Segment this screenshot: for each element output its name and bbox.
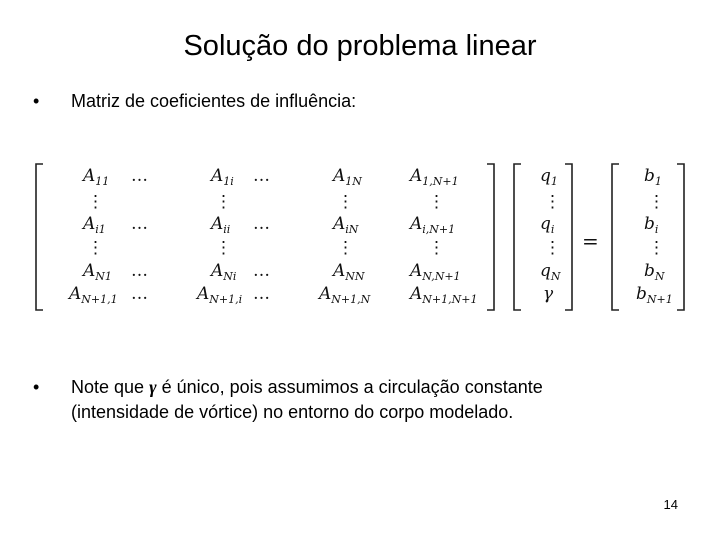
unknowns-right-bracket <box>565 164 572 310</box>
unknown-entry: γ <box>543 284 554 304</box>
matrix-right-bracket <box>487 164 494 310</box>
bullet-text-line-2: (intensidade de vórtice) no entorno do corpo modelado. <box>71 402 514 422</box>
matrix-entry: … <box>131 166 148 186</box>
matrix-entry: $A_{i1}$ <box>83 214 106 236</box>
matrix-entry: ⋮ <box>215 238 232 258</box>
matrix-entry: $A_{N+1,N}$ <box>319 284 371 306</box>
rhs-entry: ⋮ <box>648 238 665 258</box>
matrix-equation-svg <box>28 158 698 318</box>
rhs-entry: $b_{N+1}$ <box>636 284 673 306</box>
matrix-entry: $A_{iN}$ <box>333 214 359 236</box>
unknown-entry: ⋮ <box>544 238 561 258</box>
bullet-text-line-1 <box>71 376 543 399</box>
matrix-entry: ⋮ <box>87 192 104 212</box>
matrix-entry: $A_{N,N+1}$ <box>410 261 461 283</box>
matrix-entry: $A_{N+1,1}$ <box>69 284 118 306</box>
bullet-text: Matriz de coeficientes de influência: <box>71 91 357 111</box>
matrix-entry: … <box>253 284 270 304</box>
unknowns-left-bracket <box>514 164 521 310</box>
bullet-marker: • <box>33 377 40 397</box>
matrix-entry: ⋮ <box>428 192 445 212</box>
matrix-entry: $A_{Ni}$ <box>211 261 237 283</box>
matrix-entry: … <box>253 166 270 186</box>
matrix-entry: $A_{1N}$ <box>333 166 362 188</box>
matrix-entry: $A_{N+1,i}$ <box>197 284 243 306</box>
unknown-entry: ⋮ <box>544 192 561 212</box>
slide-title: Solução do problema linear <box>183 30 537 62</box>
matrix-entry: ⋮ <box>215 192 232 212</box>
matrix-entry: $A_{1,N+1}$ <box>410 166 459 188</box>
unknown-entry: $q_N$ <box>540 261 561 283</box>
matrix-entry: … <box>131 284 148 304</box>
matrix-entry: ⋮ <box>428 238 445 258</box>
matrix-entry: ⋮ <box>87 238 104 258</box>
unknown-entry: $q_1$ <box>540 166 558 188</box>
rhs-entry: $b_N$ <box>644 261 665 283</box>
matrix-left-bracket <box>36 164 43 310</box>
matrix-entry: $A_{N+1,N+1}$ <box>410 284 478 306</box>
rhs-entry: $b_1$ <box>644 166 662 188</box>
gamma-symbol: γ <box>149 377 157 397</box>
page-number: 14 <box>663 497 678 512</box>
matrix-entry: $A_{11}$ <box>83 166 110 188</box>
bullet-text-pre: Note que <box>71 377 150 397</box>
rhs-entry: $b_i$ <box>644 214 659 236</box>
matrix-entry: ⋮ <box>337 238 354 258</box>
influence-matrix-equation <box>28 158 698 318</box>
equals-sign: = <box>582 229 599 253</box>
matrix-entry: … <box>253 261 270 281</box>
rhs-left-bracket <box>612 164 619 310</box>
matrix-entry: … <box>131 261 148 281</box>
bullet-text-post: é único, pois assumimos a circulação constante <box>156 377 543 397</box>
matrix-entry: $A_{NN}$ <box>333 261 365 283</box>
matrix-entry: … <box>131 214 148 234</box>
matrix-entry: ⋮ <box>337 192 354 212</box>
rhs-right-bracket <box>677 164 684 310</box>
matrix-entry: $A_{N1}$ <box>83 261 112 283</box>
rhs-entry: ⋮ <box>648 192 665 212</box>
matrix-entry: $A_{1i}$ <box>211 166 234 188</box>
matrix-entry: … <box>253 214 270 234</box>
unknown-entry: $q_i$ <box>540 214 555 236</box>
matrix-entry: $A_{i,N+1}$ <box>410 214 456 236</box>
bullet-marker: • <box>33 91 40 111</box>
matrix-entry: $A_{ii}$ <box>211 214 231 236</box>
